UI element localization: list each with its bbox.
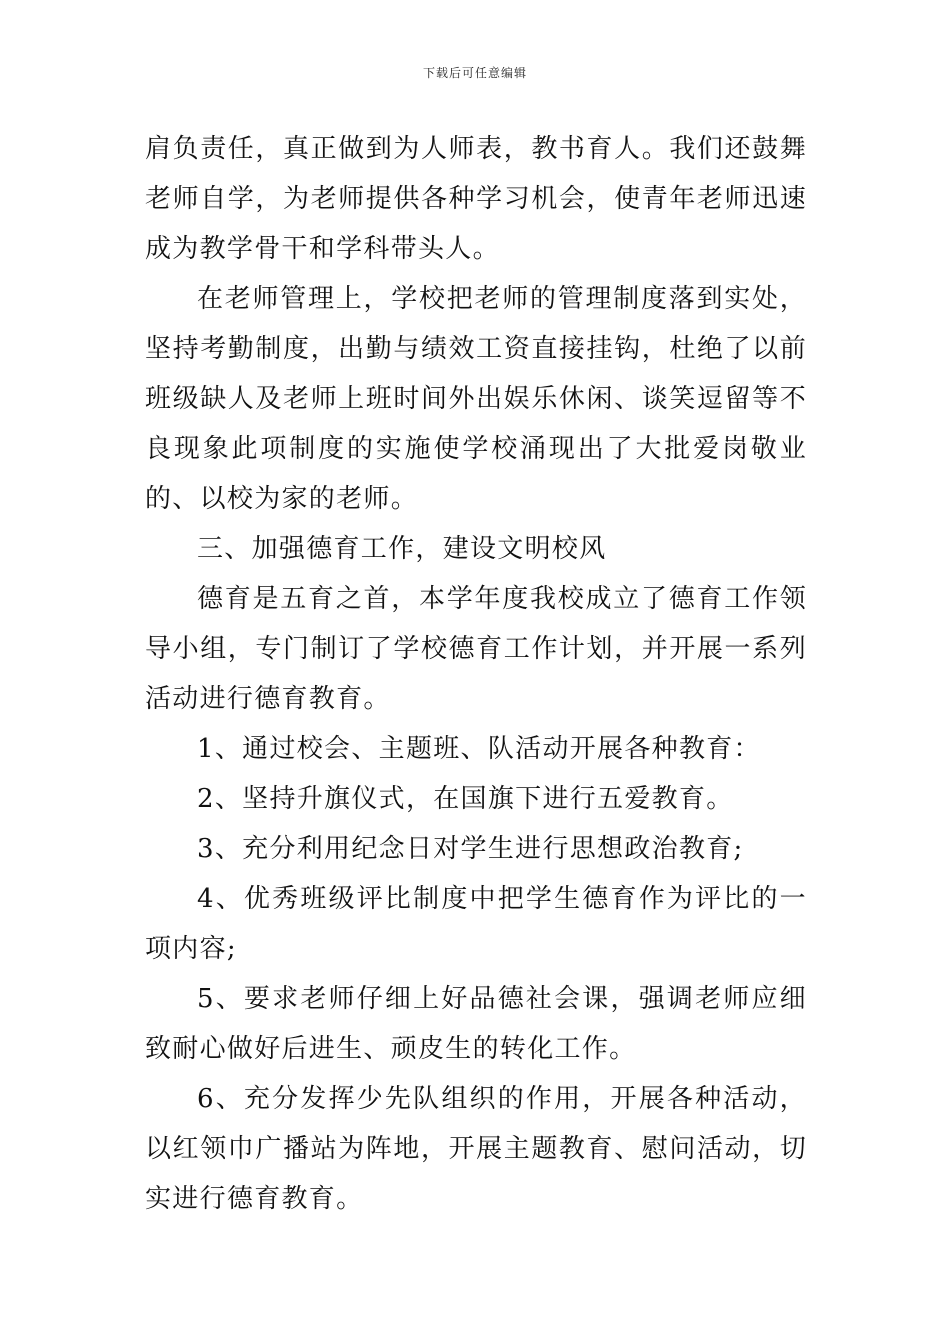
list-item: 1、通过校会、主题班、队活动开展各种教育：	[197, 734, 761, 764]
section-heading: 三、加强德育工作，建设文明校风	[197, 534, 607, 564]
list-item: 2、坚持升旗仪式，在国旗下进行五爱教育。	[197, 784, 734, 814]
page-header: 下载后可任意编辑	[422, 66, 527, 80]
paragraph-continuation: 肩负责任，真正做到为人师表，教书育人。我们还鼓舞老师自学，为老师提供各种学习机会，使青年老师迅速成为教学骨干和学科带头人。	[145, 134, 807, 264]
paragraph-teacher-management: 在老师管理上，学校把老师的管理制度落到实处，坚持考勤制度，出勤与绩效工资直接挂钩，杜绝了以前班级缺人及老师上班时间外出娱乐休闲、谈笑逗留等不良现象此项制度的实施使学校涌现出了大批爱岗敬业的、以校为家的老师。	[145, 284, 807, 514]
list-item: 5、要求老师仔细上好品德社会课，强调老师应细致耐心做好后进生、顽皮生的转化工作。	[145, 984, 807, 1064]
paragraph-moral-education: 德育是五育之首，本学年度我校成立了德育工作领导小组，专门制订了学校德育工作计划，并开展一系列活动进行德育教育。	[145, 584, 807, 714]
list-item: 6、充分发挥少先队组织的作用，开展各种活动，以红领巾广播站为阵地，开展主题教育、慰问活动，切实进行德育教育。	[145, 1084, 807, 1214]
list-item: 3、充分利用纪念日对学生进行思想政治教育;	[197, 834, 744, 864]
document-body	[145, 124, 807, 1224]
list-item: 4、优秀班级评比制度中把学生德育作为评比的一项内容;	[145, 884, 807, 964]
